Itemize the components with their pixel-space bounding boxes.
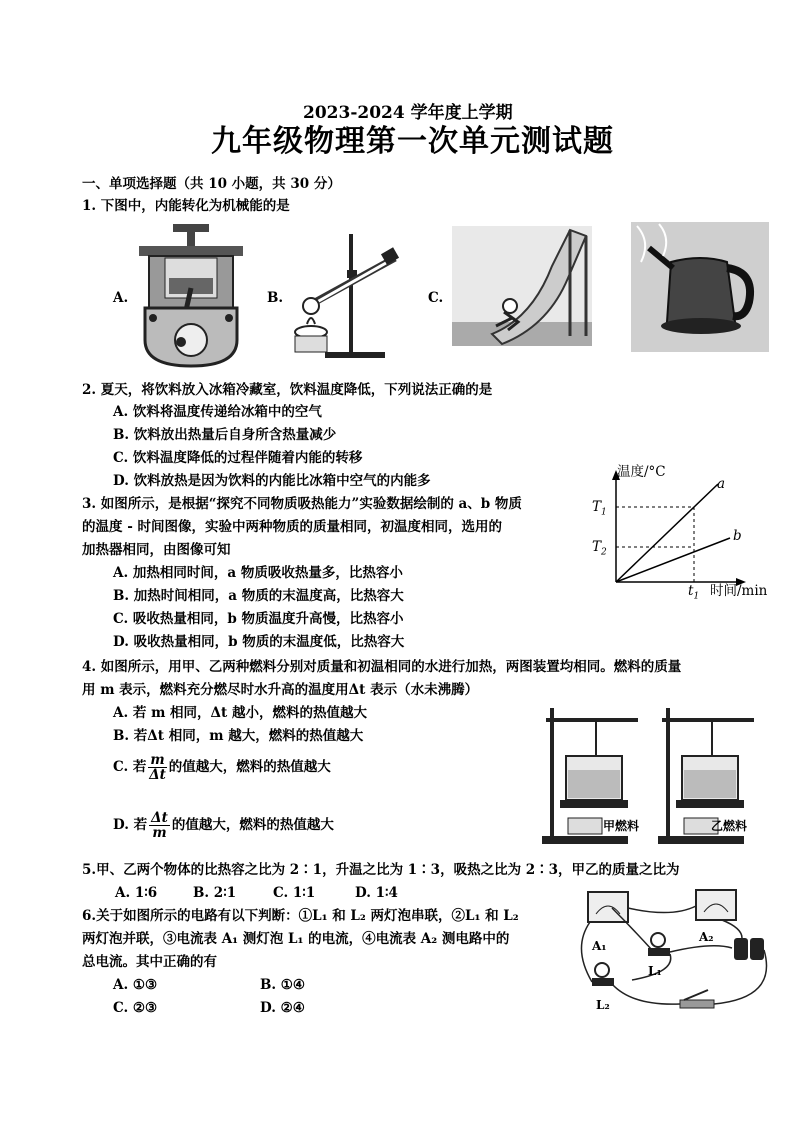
ammeter-a2 <box>696 890 736 920</box>
question-1: 1. 下图中，内能转化为机械能的是 <box>82 198 290 214</box>
q2-option-c: C. 饮料温度降低的过程伴随着内能的转移 <box>113 450 363 466</box>
q5-option-b: B. 2∶1 <box>193 885 237 901</box>
graph-xlabel: 时间/min <box>710 583 768 599</box>
q1-label-b: B. <box>267 290 284 306</box>
q2-option-a: A. 饮料将温度传递给冰箱中的空气 <box>113 404 322 420</box>
slide-illustration <box>452 226 592 346</box>
q4-option-a: A. 若 m 相同，Δt 越小，燃料的热值越大 <box>113 705 367 721</box>
graph-label-b: b <box>733 528 742 544</box>
test-tube-stand-illustration <box>285 228 403 362</box>
graph-time-t1-label: $t_1$ <box>688 583 700 602</box>
question-6-line-3: 总电流。其中正确的有 <box>82 954 217 970</box>
question-4-line-2: 用 m 表示，燃料充分燃尽时水升高的温度用Δt 表示（水未沸腾） <box>82 682 479 698</box>
question-6-line-1: 6.关于如图所示的电路有以下判断：①L₁ 和 L₂ 两灯泡串联，②L₁ 和 L₂ <box>82 908 519 924</box>
switch <box>680 1000 714 1008</box>
q5-option-d: D. 1∶4 <box>355 885 398 901</box>
q4-option-c: C. 若 $\frac{m}{\Delta t}$ 的值越大，燃料的热值越大 <box>113 752 331 783</box>
bulb-l1 <box>651 933 665 947</box>
question-6-line-2: 两灯泡并联，③电流表 A₁ 测灯泡 L₁ 的电流，④电流表 A₂ 测电路中的 <box>82 931 510 947</box>
fuel-1-label: 甲燃料 <box>603 819 640 833</box>
label-a2: A₂ <box>699 930 714 944</box>
question-3-line-1: 3. 如图所示，是根据“探究不同物质吸热能力”实验数据绘制的 a、b 物质 <box>82 496 522 512</box>
q6-option-b: B. ①④ <box>260 977 306 993</box>
line-a <box>616 484 718 582</box>
label-l2: L₂ <box>596 998 610 1012</box>
q3-option-c: C. 吸收热量相同，b 物质温度升高慢，比热容小 <box>113 611 404 627</box>
label-a1: A₁ <box>592 939 607 953</box>
question-2: 2. 夏天，将饮料放入冰箱冷藏室，饮料温度降低，下列说法正确的是 <box>82 382 493 398</box>
q2-option-d: D. 饮料放热是因为饮料的内能比冰箱中空气的内能多 <box>113 473 431 489</box>
q4-option-d: D. 若 $\frac{\Delta t}{m}$ 的值越大，燃料的热值越大 <box>113 810 334 841</box>
q3-option-d: D. 吸收热量相同，b 物质的末温度低，比热容大 <box>113 634 405 650</box>
bulb-l2 <box>595 963 609 977</box>
engine-illustration <box>135 222 247 368</box>
q3-option-b: B. 加热时间相同，a 物质的末温度高，比热容大 <box>113 588 404 604</box>
question-4-line-1: 4. 如图所示，用甲、乙两种燃料分别对质量和初温相同的水进行加热，两图装置均相同。燃料的质量 <box>82 659 682 675</box>
q6-option-d: D. ②④ <box>260 1000 305 1016</box>
label-l1: L₁ <box>648 964 662 978</box>
graph-label-a: a <box>717 476 726 492</box>
exam-year: 2023-2024 学年度上学期 <box>303 103 513 123</box>
q1-label-c: C. <box>428 290 444 306</box>
question-3-line-2: 的温度 - 时间图像，实验中两种物质的质量相同，初温度相同，选用的 <box>82 519 503 535</box>
question-5: 5.甲、乙两个物体的比热容之比为 2∶1，升温之比为 1∶3，吸热之比为 2∶3，甲乙的质量之比为 <box>82 862 680 878</box>
q5-option-c: C. 1∶1 <box>273 885 316 901</box>
q3-option-a: A. 加热相同时间，a 物质吸收热量多，比热容小 <box>113 565 403 581</box>
graph-t2-label: $T_2$ <box>592 539 607 558</box>
graph-t1-label: $T_1$ <box>592 499 607 518</box>
graph-ylabel: 温度/°C <box>617 464 666 480</box>
q6-option-a: A. ①③ <box>113 977 158 993</box>
q5-option-a: A. 1∶6 <box>115 885 158 901</box>
page-title: 九年级物理第一次单元测试题 <box>211 124 614 159</box>
q2-option-b: B. 饮料放出热量后自身所含热量减少 <box>113 427 337 443</box>
q4-option-b: B. 若Δt 相同，m 越大，燃料的热值越大 <box>113 728 364 744</box>
q1-label-a: A. <box>113 290 129 306</box>
fuel-2-label: 乙燃料 <box>711 819 748 833</box>
section-heading: 一、单项选择题（共 10 小题，共 30 分） <box>82 176 341 192</box>
question-3-line-3: 加热器相同，由图像可知 <box>82 542 231 558</box>
battery <box>734 938 748 960</box>
q6-option-c: C. ②③ <box>113 1000 158 1016</box>
kettle-illustration <box>631 222 769 352</box>
line-b <box>616 538 730 582</box>
